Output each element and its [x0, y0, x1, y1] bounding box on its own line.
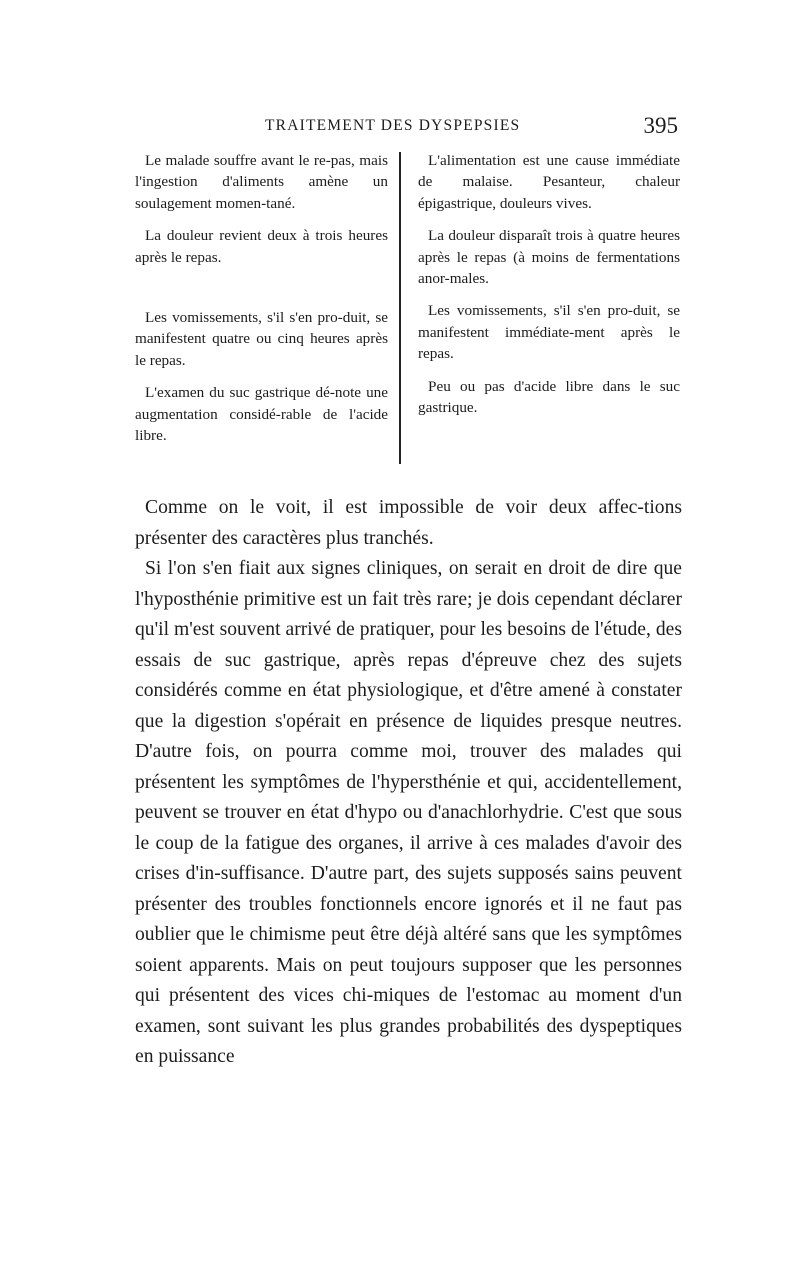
left-paragraph: Le malade souffre avant le re-pas, mais l'ingestion d'aliments amène un soulagement momen-tané.	[135, 152, 388, 212]
right-paragraph: Peu ou pas d'acide libre dans le suc gastrique.	[418, 377, 680, 417]
right-paragraph: La douleur disparaît trois à quatre heures après le repas (à moins de fermentations anor-males.	[418, 227, 680, 288]
page-number: 395	[643, 113, 678, 138]
comparison-right-column	[418, 150, 680, 429]
right-paragraph: L'alimentation est une cause immédiate de malaise. Pesanteur, chaleur épigastrique, douleurs vives.	[418, 152, 680, 212]
running-head	[135, 113, 680, 143]
body-paragraph: Comme on le voit, il est impossible de voir deux affec-tions présenter des caractères plus tranchés.	[135, 497, 682, 549]
main-text	[135, 493, 682, 1073]
left-paragraph: La douleur revient deux à trois heures après le repas.	[135, 227, 388, 266]
running-title: TRAITEMENT DES DYSPEPSIES	[265, 117, 521, 134]
column-divider	[399, 152, 401, 464]
comparison-left-column	[135, 150, 388, 457]
right-paragraph: Les vomissements, s'il s'en pro-duit, se manifestent immédiate-ment après le repas.	[418, 302, 680, 363]
left-paragraph: L'examen du suc gastrique dé-note une augmentation considé-rable de l'acide libre.	[135, 384, 388, 445]
comparison-columns	[135, 150, 680, 468]
left-spacer	[135, 279, 388, 307]
body-paragraph: Si l'on s'en fiait aux signes cliniques, on serait en droit de dire que l'hyposthénie primitive est un fait très rare; je dois cependant déclarer qu'il m'est souvent arrivé de pratiquer, pour les besoins de l'étude, des essais de suc gastrique, après repas d'épreuve chez des sujets considérés comme en état physiologique, et d'être amené à constater que la digestion s'opérait en présence de liquides presque neutres. D'autre fois, on pourra comme moi, trouver des malades qui présentent les symptômes de l'hypersthénie et qui, accidentellement, peuvent se trouver en état d'hypo ou d'anachlorhydrie. C'est que sous le coup de la fatigue des organes, il arrive à ces malades d'avoir des crises d'in-suffisance. D'autre part, des sujets supposés sains peuvent présenter des troubles fonctionnels encore ignorés et il ne faut pas oublier que le chimisme peut être déjà altéré sans que les symptômes soient apparents. Mais on peut toujours supposer que les personnes qui présentent des vices chi-miques de l'estomac au moment d'un examen, sont suivant les plus grandes probabilités des dyspeptiques en puissance	[135, 558, 682, 1067]
left-paragraph: Les vomissements, s'il s'en pro-duit, se manifestent quatre ou cinq heures après le repas.	[135, 309, 388, 369]
